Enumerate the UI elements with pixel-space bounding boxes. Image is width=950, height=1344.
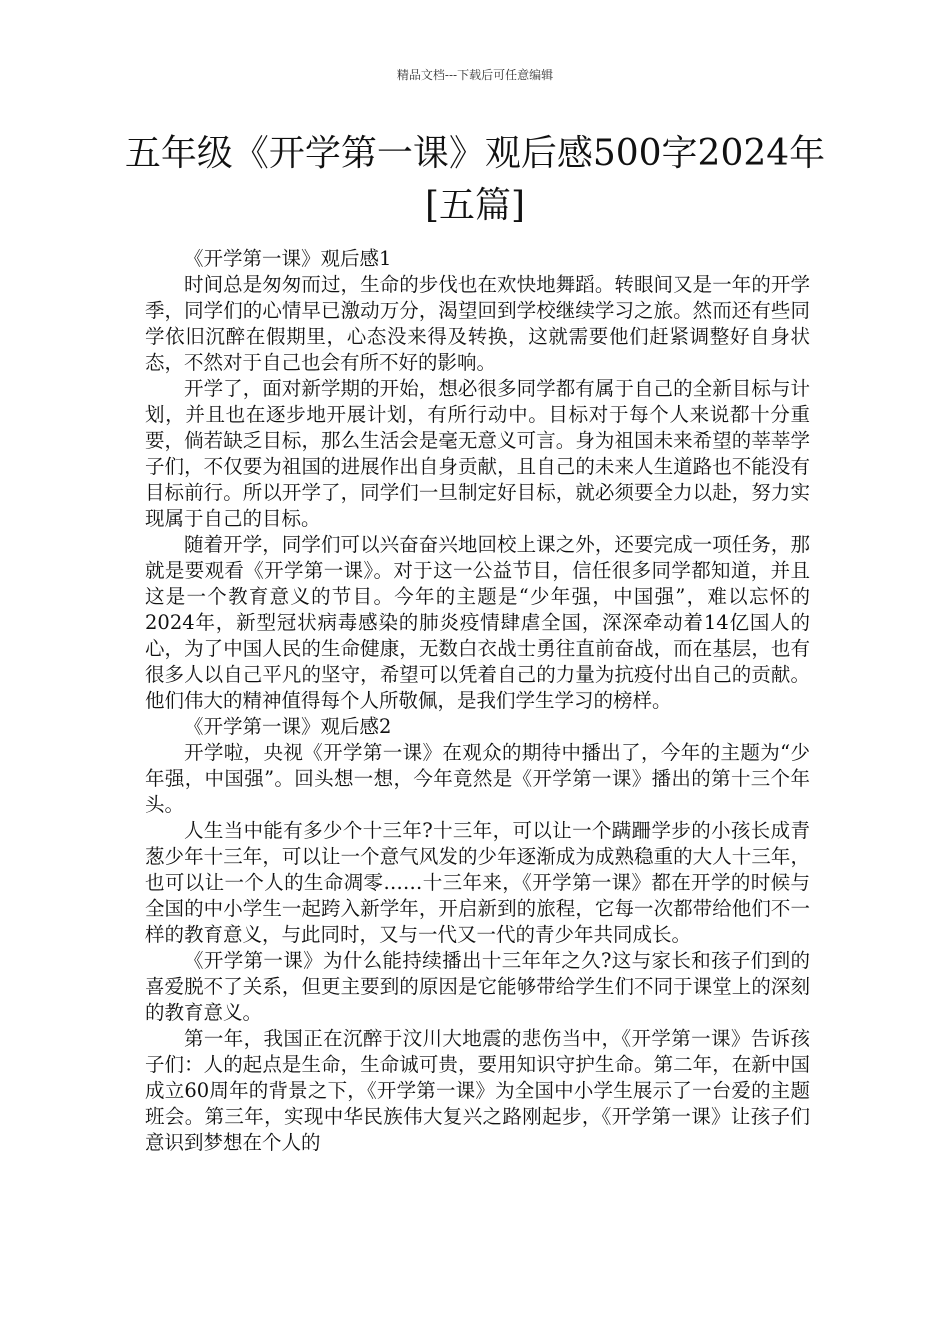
paragraph: 时间总是匆匆而过，生命的步伐也在欢快地舞蹈。转眼间又是一年的开学季，同学们的心情早已激动万分，渴望回到学校继续学习之旅。然而还有些同学依旧沉醉在假期里，心态没来得及转换，这就需要他们赶紧调整好自身状态，不然对于自己也会有所不好的影响。 bbox=[145, 273, 810, 374]
paragraph: 人生当中能有多少个十三年?十三年，可以让一个蹒跚学步的小孩长成青葱少年十三年，可以让一个意气风发的少年逐渐成为成熟稳重的大人十三年，也可以让一个人的生命凋零……十三年来，《开学第一课》都在开学的时候与全国的中小学生一起跨入新学年，开启新到的旅程，它每一次都带给他们不一样的教育意义，与此同时，又与一代又一代的青少年共同成长。 bbox=[145, 819, 810, 946]
paragraph: 随着开学，同学们可以兴奋奋兴地回校上课之外，还要完成一项任务，那就是要观看《开学第一课》。对于这一公益节目，信任很多同学都知道，并且这是一个教育意义的节目。今年的主题是“少年强，中国强”，难以忘怀的2024年，新型冠状病毒感染的肺炎疫情肆虐全国，深深牵动着14亿国人的心，为了中国人民的生命健康，无数白衣战士勇往直前奋战，而在基层，也有很多人以自己平凡的坚守，希望可以凭着自己的力量为抗疫付出自己的贡献。他们伟大的精神值得每个人所敬佩，是我们学生学习的榜样。 bbox=[145, 533, 810, 712]
section-heading: 《开学第一课》观后感2 bbox=[184, 715, 392, 738]
document-body bbox=[145, 246, 810, 1156]
paragraph: 开学了，面对新学期的开始，想必很多同学都有属于自己的全新目标与计划，并且也在逐步地开展计划，有所行动中。目标对于每个人来说都十分重要，倘若缺乏目标，那么生活会是毫无意义可言。身为祖国未来希望的莘莘学子们，不仅要为祖国的进展作出自身贡献，且自己的未来人生道路也不能没有目标前行。所以开学了，同学们一旦制定好目标，就必须要全力以赴，努力实现属于自己的目标。 bbox=[145, 377, 810, 530]
paragraph: 第一年，我国正在沉醉于汶川大地震的悲伤当中，《开学第一课》告诉孩子们：人的起点是生命，生命诚可贵，要用知识守护生命。第二年，在新中国成立60周年的背景之下，《开学第一课》为全国中小学生展示了一台爱的主题班会。第三年，实现中华民族伟大复兴之路刚起步，《开学第一课》让孩子们意识到梦想在个人的 bbox=[145, 1027, 810, 1154]
page-header: 精品文档---下载后可任意编辑 bbox=[396, 68, 554, 82]
paragraph: 开学啦，央视《开学第一课》在观众的期待中播出了，今年的主题为“少年强，中国强”。回头想一想，今年竟然是《开学第一课》播出的第十三个年头。 bbox=[145, 741, 810, 816]
document-title: 五年级《开学第一课》观后感500字2024年[五篇] bbox=[124, 133, 826, 226]
paragraph: 《开学第一课》为什么能持续播出十三年年之久?这与家长和孩子们到的喜爱脱不了关系，但更主要到的原因是它能够带给学生们不同于课堂上的深刻的教育意义。 bbox=[145, 949, 810, 1024]
section-heading: 《开学第一课》观后感1 bbox=[184, 247, 392, 270]
